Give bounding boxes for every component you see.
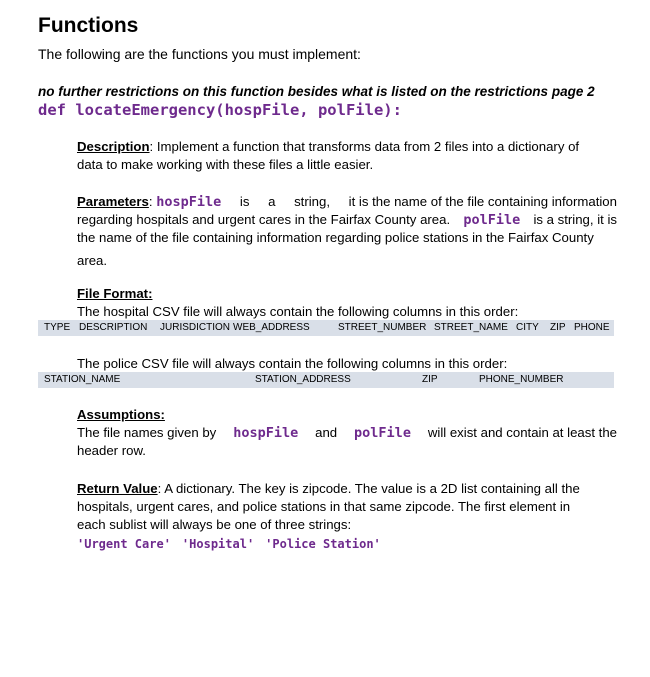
pol-col-zip: ZIP xyxy=(422,374,438,385)
assumptions-text-c: will exist and contain at least the xyxy=(427,425,617,440)
hosp-col-web-address: WEB_ADDRESS xyxy=(233,322,310,333)
string-police-station: 'Police Station' xyxy=(265,537,381,551)
description-section xyxy=(77,138,617,174)
pol-col-station-name: STATION_NAME xyxy=(44,374,121,385)
parameters-label: Parameters xyxy=(77,194,149,209)
hospfile-code: hospFile xyxy=(156,194,222,210)
string-urgent-care: 'Urgent Care' xyxy=(77,537,171,551)
param-line-3: the name of the file containing information regarding police stations in the Fairfax County xyxy=(77,230,594,245)
restriction-note: no further restrictions on this function besides what is listed on the restrictions page 2 xyxy=(38,84,595,99)
parameters-colon: : xyxy=(148,194,153,209)
hosp-col-street-name: STREET_NAME xyxy=(434,322,508,333)
param-line-2-tail: is a string, it is xyxy=(533,212,617,227)
hosp-col-description: DESCRIPTION xyxy=(79,322,148,333)
hosp-col-type: TYPE xyxy=(44,322,71,333)
param-line-2: regarding hospitals and urgent cares in the Fairfax County area. xyxy=(77,212,451,227)
assumptions-label: Assumptions: xyxy=(77,407,165,422)
description-line-2: data to make working with these files a little easier. xyxy=(77,157,374,172)
assumptions-text-b: and xyxy=(315,425,338,440)
hosp-col-zip: ZIP xyxy=(550,322,566,333)
param-word-a: a xyxy=(268,194,276,209)
return-value-label: Return Value xyxy=(77,481,158,496)
return-line-3: each sublist will always be one of three strings: xyxy=(77,517,352,532)
assumptions-hospfile: hospFile xyxy=(233,425,299,441)
return-strings xyxy=(77,535,617,553)
hospital-columns-intro: The hospital CSV file will always contain the following columns in this order: xyxy=(77,304,519,319)
assumptions-line-2: header row. xyxy=(77,443,146,458)
param-word-string: string, xyxy=(294,194,330,209)
police-columns-intro: The police CSV file will always contain the following columns in this order: xyxy=(77,356,508,371)
return-line-1: : A dictionary. The key is zipcode. The value is a 2D list containing all the xyxy=(157,481,580,496)
hosp-col-street-number: STREET_NUMBER xyxy=(338,322,427,333)
function-signature: def locateEmergency(hospFile, polFile): xyxy=(38,101,402,119)
page-title: Functions xyxy=(38,14,139,37)
string-hospital: 'Hospital' xyxy=(181,537,255,551)
param-line-4: area. xyxy=(77,253,108,268)
hospital-columns-bar xyxy=(38,320,614,336)
pol-col-station-address: STATION_ADDRESS xyxy=(255,374,351,385)
return-value-section xyxy=(77,480,617,553)
return-line-2: hospitals, urgent cares, and police stations in that same zipcode. The first element in xyxy=(77,499,571,514)
assumptions-text-a: The file names given by xyxy=(77,425,217,440)
hosp-col-jurisdiction: JURISDICTION xyxy=(160,322,230,333)
file-format-label: File Format: xyxy=(77,286,153,301)
description-label: Description xyxy=(77,139,150,154)
assumptions-polfile: polFile xyxy=(354,425,411,441)
intro-text: The following are the functions you must implement: xyxy=(38,46,361,62)
pol-col-phone-number: PHONE_NUMBER xyxy=(479,374,564,385)
police-columns-bar xyxy=(38,372,614,388)
hosp-col-phone: PHONE xyxy=(574,322,610,333)
param-line-1-rest: it is the name of the file containing information xyxy=(348,194,617,209)
assumptions-section xyxy=(77,406,617,460)
polfile-code: polFile xyxy=(463,212,521,228)
param-word-is: is xyxy=(239,194,250,209)
police-columns-intro-wrap xyxy=(77,355,617,373)
hosp-col-city: CITY xyxy=(516,322,539,333)
description-line-1: : Implement a function that transforms data from 2 files into a dictionary of xyxy=(149,139,580,154)
parameters-section xyxy=(77,193,617,270)
file-format-section xyxy=(77,285,617,321)
